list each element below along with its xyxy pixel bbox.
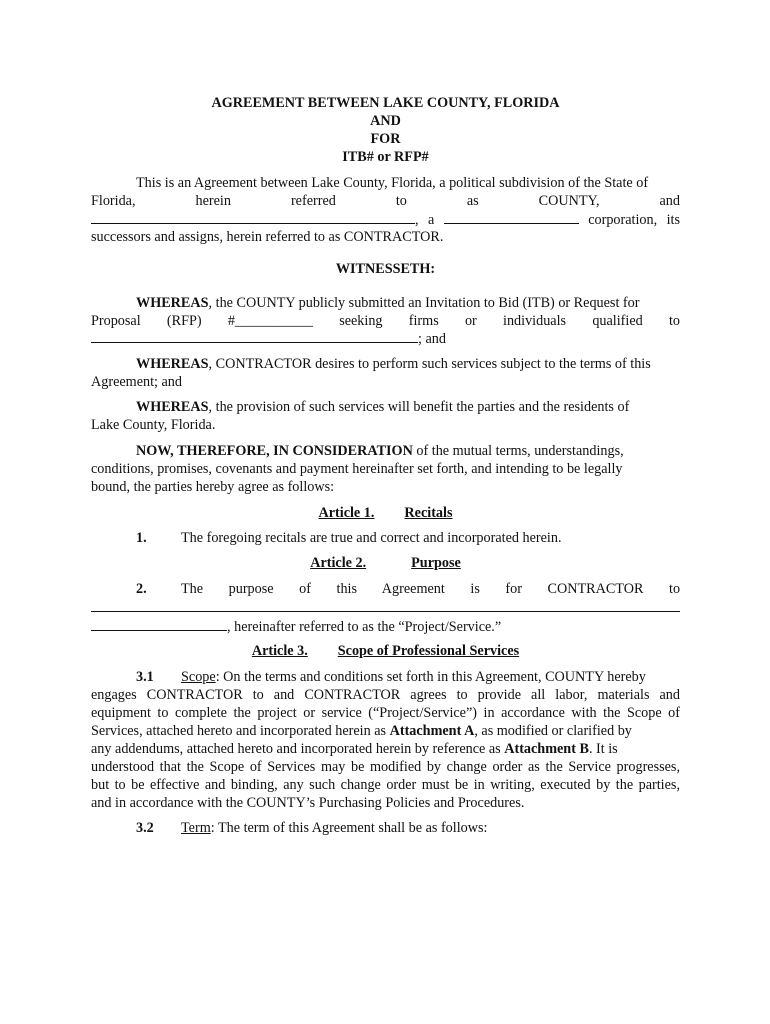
title-line-4: ITB# or RFP# [342,149,429,165]
section-3-1-line-6: understood that the Scope of Services may be modified by change order as the Service progresses, [91,759,680,775]
section-3-1-line-5: any addendums, attached hereto and incorporated herein by reference as Attachment B. It is [91,741,618,757]
whereas-2-line-2: Agreement; and [91,374,182,390]
project-name-blank [91,617,227,631]
article-2-heading: Article 2. Purpose [310,555,461,571]
intro-line-4: successors and assigns, herein referred to as CONTRACTOR. [91,229,444,245]
section-3-1-line-8: and in accordance with the COUNTY’s Purchasing Policies and Procedures. [91,795,525,811]
section-3-1-line-2: engages CONTRACTOR to and CONTRACTOR agrees to provide all labor, materials and [91,687,680,703]
purpose-blank [91,598,680,612]
whereas-1-line-1: WHEREAS, the COUNTY publicly submitted an Invitation to Bid (ITB) or Request for [136,295,640,311]
whereas-2-line-1: WHEREAS, CONTRACTOR desires to perform such services subject to the terms of this [136,356,651,372]
now-therefore-line-2: conditions, promises, covenants and payment hereinafter set forth, and intending to be legally [91,461,623,477]
article-2-item: 2. The purpose of this Agreement is for CONTRACTOR to [136,581,681,597]
intro-line-1: This is an Agreement between Lake County, Florida, a political subdivision of the State of [136,175,649,191]
article-1-heading: Article 1. Recitals [318,505,453,521]
intro-line-3: , a corporation, its [91,210,680,229]
whereas-3-line-1: WHEREAS, the provision of such services will benefit the parties and the residents of [136,399,630,415]
article-1-item: 1. The foregoing recitals are true and correct and incorporated herein. [136,530,562,546]
now-therefore-line-3: bound, the parties hereby agree as follows: [91,479,335,495]
section-3-2-line: 3.2 Term: The term of this Agreement shall be as follows: [136,820,488,836]
whereas-1-line-2: Proposal (RFP) #___________ seeking firms or individuals qualified to [91,313,681,329]
article-2-line-3: , hereinafter referred to as the “Project/Service.” [91,617,680,636]
whereas-3-line-2: Lake County, Florida. [91,417,216,433]
intro-line-2: Florida, herein referred to as COUNTY, and [91,193,680,209]
section-3-1-line-3: equipment to complete the project or service (“Project/Service”) in accordance with the Scope of [91,705,680,721]
corporation-state-blank [444,210,579,224]
title-line-1: AGREEMENT BETWEEN LAKE COUNTY, FLORIDA [211,95,560,111]
title-line-2: AND [370,113,401,129]
section-3-1-line-4: Services, attached hereto and incorporated herein as Attachment A, as modified or clarified by [91,723,632,739]
now-therefore-line-1: NOW, THEREFORE, IN CONSIDERATION of the mutual terms, understandings, [136,443,624,459]
whereas-1-line-3: ; and [91,329,680,348]
section-3-1-line-1: 3.1 Scope: On the terms and conditions set forth in this Agreement, COUNTY hereby [136,669,646,685]
services-blank [91,329,418,343]
section-3-1-line-7: but to be effective and binding, any such change order must be in writing, executed by the parties, [91,777,680,793]
purpose-blank-line [91,598,680,617]
contractor-name-blank [91,210,415,224]
article-3-heading: Article 3. Scope of Professional Services [251,643,520,659]
witnesseth-heading: WITNESSETH: [335,261,436,277]
title-line-3: FOR [370,131,401,147]
